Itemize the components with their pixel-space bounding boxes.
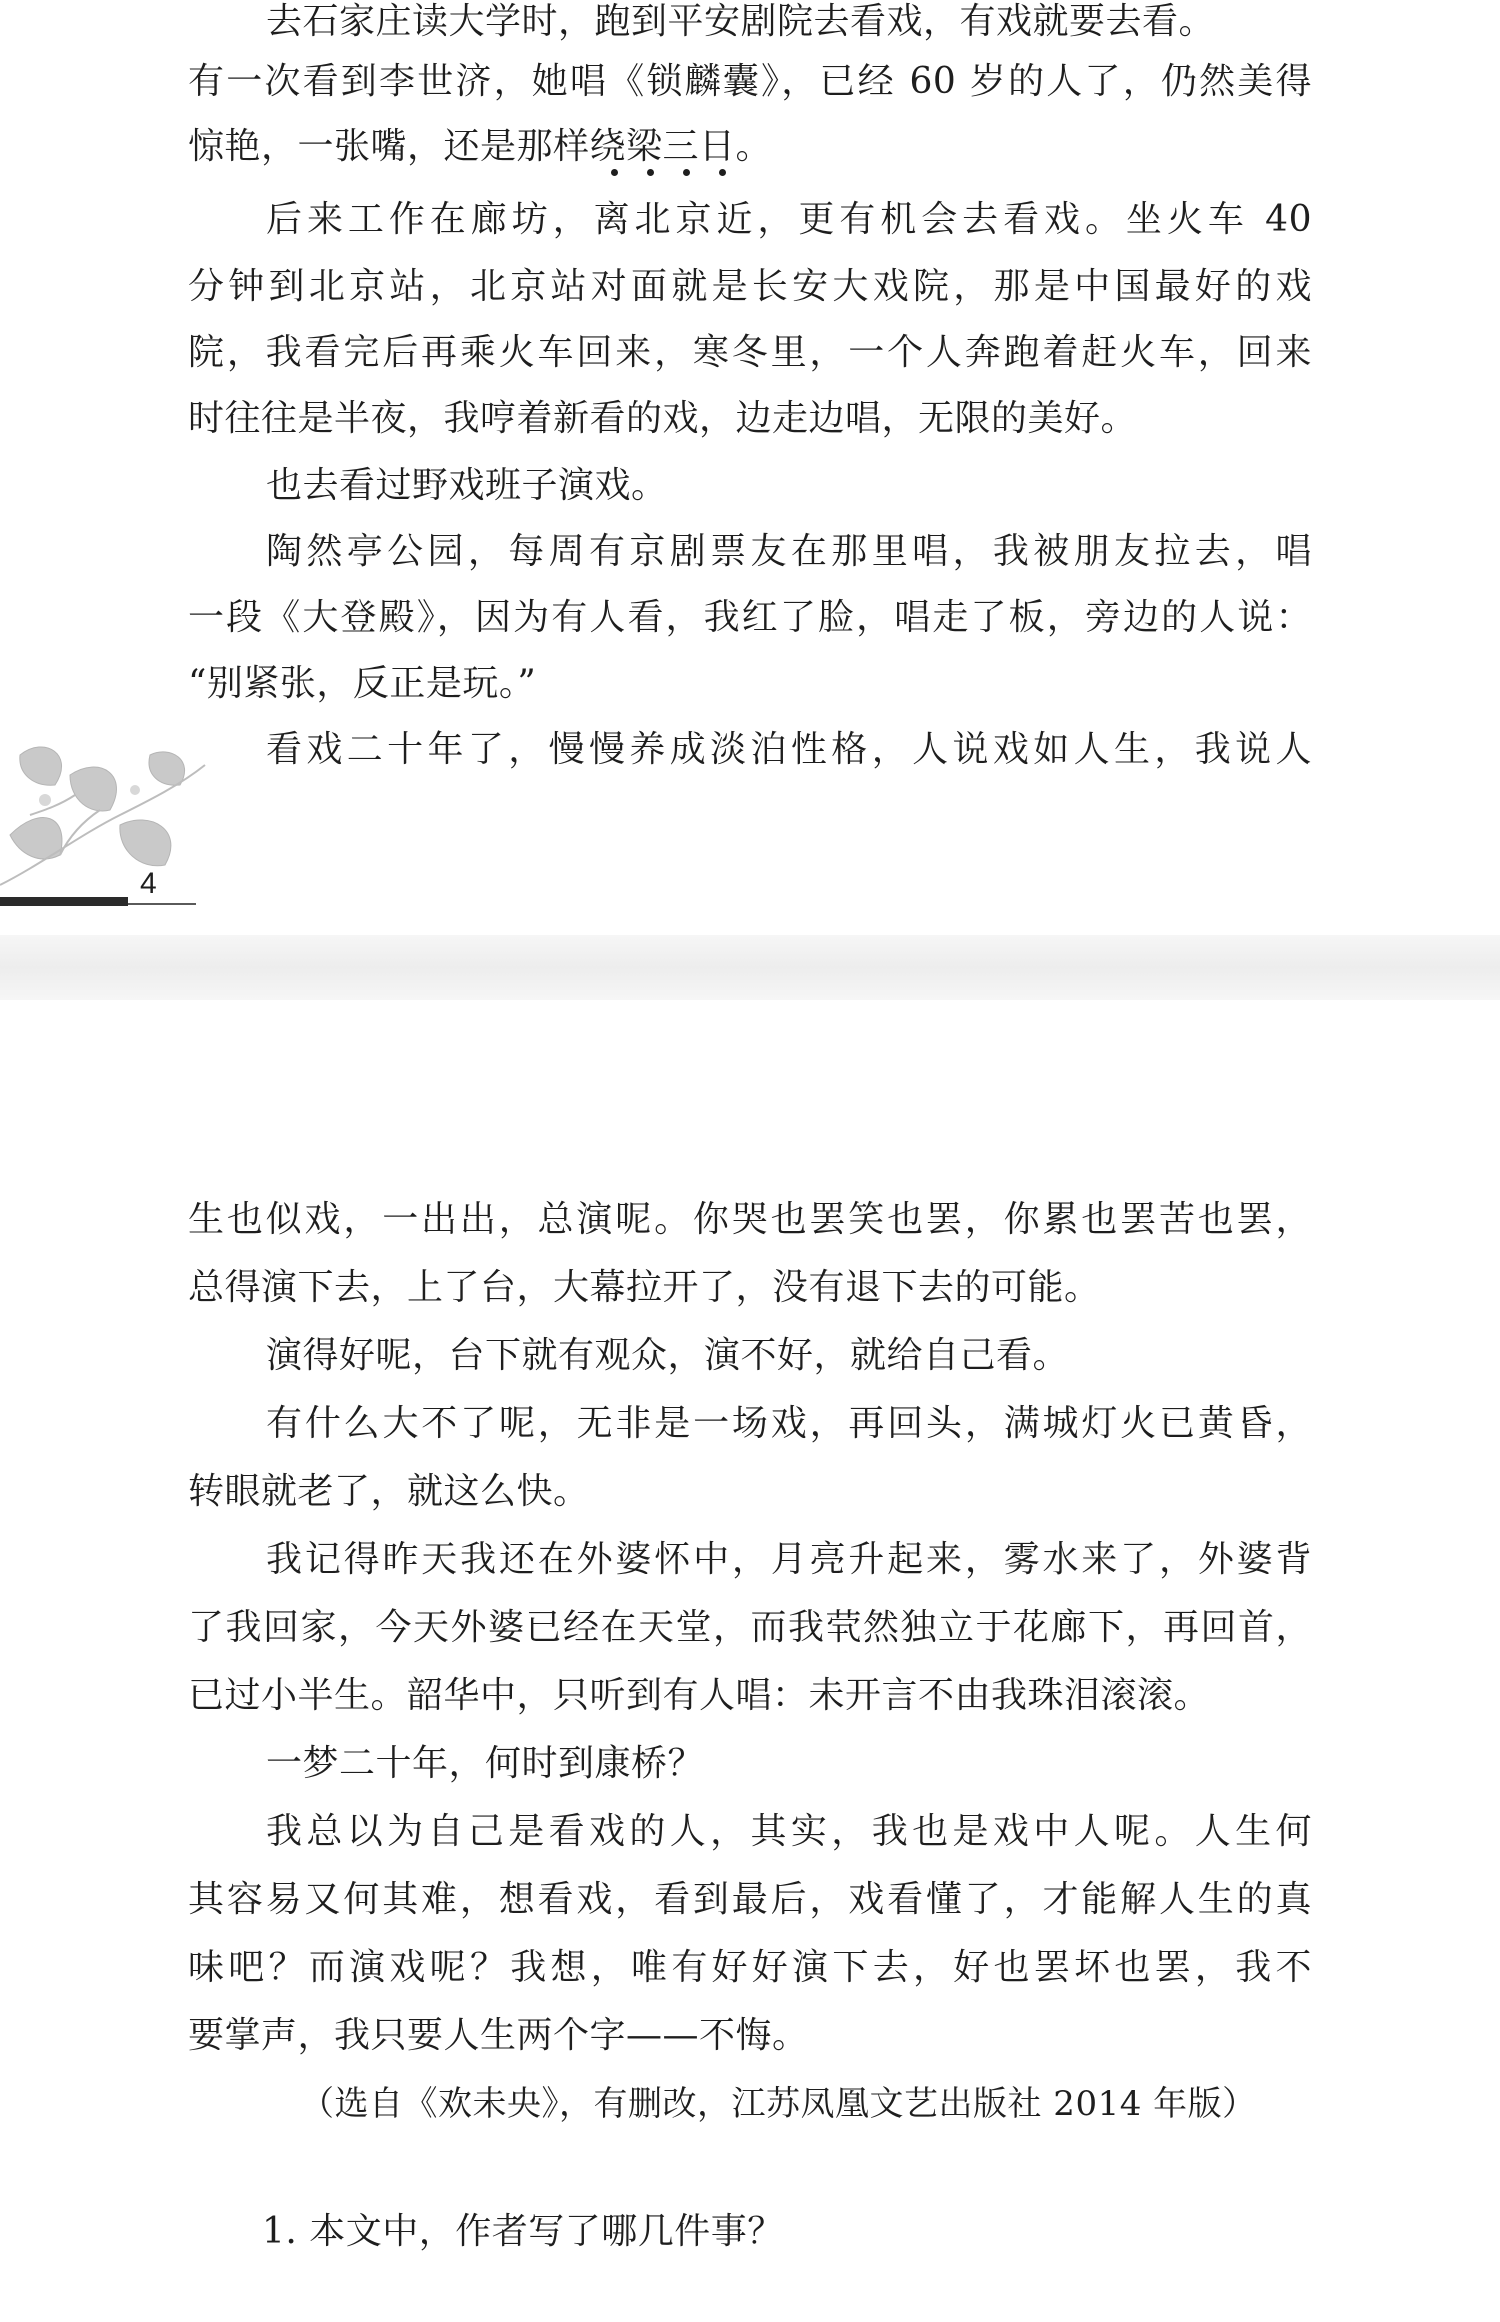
text-line: 陶然亭公园，每周有京剧票友在那里唱，我被朋友拉去，唱 (266, 531, 1312, 572)
text-line: 院，我看完后再乘火车回来，寒冬里，一个人奔跑着赶火车，回来 (188, 332, 1312, 373)
page-gap (0, 935, 1500, 1000)
text-line: “别紧张，反正是玩。” (188, 663, 537, 704)
text-line: 味吧？而演戏呢？我想，唯有好好演下去，好也罢坏也罢，我不 (188, 1947, 1312, 1988)
text-line: 看戏二十年了，慢慢养成淡泊性格，人说戏如人生，我说人 (266, 729, 1312, 770)
text-line: 去石家庄读大学时，跑到平安剧院去看戏，有戏就要去看。 (266, 1, 1216, 42)
text-line: 一段《大登殿》，因为有人看，我红了脸，唱走了板，旁边的人说： (188, 597, 1312, 638)
page-rule-thin (128, 903, 196, 905)
text-line: 一梦二十年，何时到康桥？ (266, 1743, 705, 1784)
flower-decoration (0, 715, 210, 905)
text-line: 已过小半生。韶华中，只听到有人唱：未开言不由我珠泪滚滚。 (188, 1675, 1211, 1716)
text-line: 有一次看到李世济，她唱《锁麟囊》，已经 60 岁的人了，仍然美得 (188, 61, 1312, 102)
text-line: 分钟到北京站，北京站对面就是长安大戏院，那是中国最好的戏 (188, 266, 1312, 307)
book-page-bottom (0, 1000, 1500, 2322)
page-rule (0, 897, 128, 906)
text-line: 惊艳，一张嘴，还是那样绕梁三日。 (188, 126, 773, 167)
page-number: 4 (140, 867, 157, 900)
emphasis-dots (606, 169, 746, 179)
text-line: 时往往是半夜，我哼着新看的戏，边走边唱，无限的美好。 (188, 398, 1138, 439)
text-line: 我总以为自己是看戏的人，其实，我也是戏中人呢。人生何 (266, 1811, 1312, 1852)
text-line: 生也似戏，一出出，总演呢。你哭也罢笑也罢，你累也罢苦也罢， (188, 1199, 1312, 1240)
text-line: 了我回家，今天外婆已经在天堂，而我茕然独立于花廊下，再回首， (188, 1607, 1312, 1648)
book-page-top (0, 0, 1500, 935)
text-line: 后来工作在廊坊，离北京近，更有机会去看戏。坐火车 40 (266, 199, 1312, 240)
text-line: 也去看过野戏班子演戏。 (266, 465, 668, 506)
text-line: 有什么大不了呢，无非是一场戏，再回头，满城灯火已黄昏， (266, 1403, 1312, 1444)
question-1: 1. 本文中，作者写了哪几件事？ (262, 2211, 784, 2252)
text-line: 转眼就老了，就这么快。 (188, 1471, 590, 1512)
text-line: 其容易又何其难，想看戏，看到最后，戏看懂了，才能解人生的真 (188, 1879, 1312, 1920)
source-citation: （选自《欢未央》，有删改，江苏凤凰文艺出版社 2014 年版） (300, 2084, 1257, 2124)
text-line: 演得好呢，台下就有观众，演不好，就给自己看。 (266, 1335, 1070, 1376)
text-line: 要掌声，我只要人生两个字——不悔。 (188, 2015, 809, 2056)
text-line: 我记得昨天我还在外婆怀中，月亮升起来，雾水来了，外婆背 (266, 1539, 1312, 1580)
text-line: 总得演下去，上了台，大幕拉开了，没有退下去的可能。 (188, 1267, 1101, 1308)
